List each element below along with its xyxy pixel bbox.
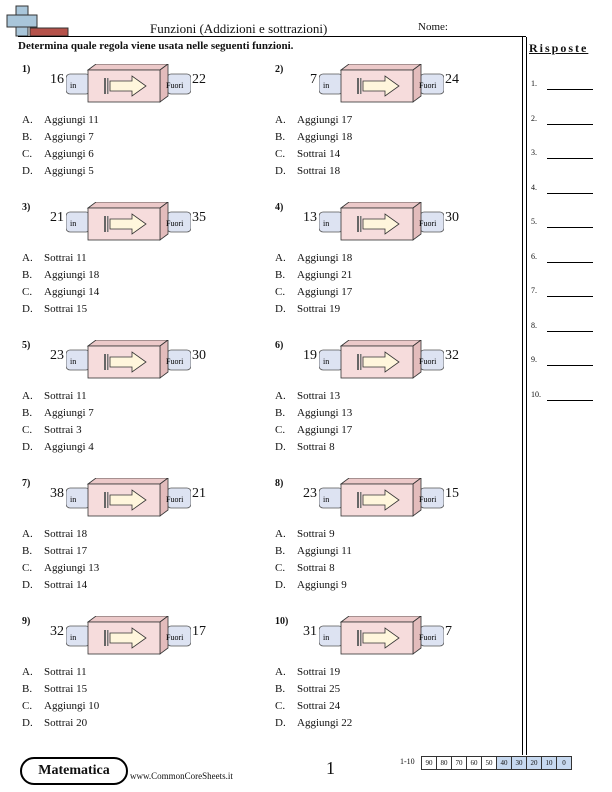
option-text: Aggiungi 5 (44, 165, 94, 177)
problem-number: 8) (275, 478, 284, 489)
machine-out-label: Fuori (419, 219, 437, 228)
function-machine-icon (319, 616, 444, 660)
machine-in-label: in (70, 495, 77, 504)
option-letter: C. (275, 562, 286, 574)
output-value: 32 (445, 348, 459, 363)
option-text: Sottrai 19 (297, 666, 341, 678)
function-machine-icon (319, 64, 444, 108)
machine-in-label: in (323, 81, 330, 90)
option-text: Sottrai 17 (44, 545, 88, 557)
option-letter: C. (275, 700, 286, 712)
machine-in-label: in (323, 357, 330, 366)
option-letter: C. (22, 562, 33, 574)
option-text: Aggiungi 10 (44, 700, 100, 712)
option-letter: C. (275, 424, 286, 436)
answer-number: 4. (531, 182, 537, 192)
problem-1 (22, 64, 262, 194)
machine-wrapper (22, 64, 192, 108)
machine-wrapper (22, 478, 192, 522)
score-table (422, 756, 572, 770)
page-number: 1 (326, 758, 335, 778)
answer-blank[interactable] (531, 286, 593, 300)
answer-line[interactable] (547, 89, 593, 90)
answer-number: 2. (531, 113, 537, 123)
output-value: 30 (445, 210, 459, 225)
problem-7 (22, 478, 262, 608)
machine-in-label: in (70, 81, 77, 90)
machine-in-label: in (323, 219, 330, 228)
problem-number: 6) (275, 340, 284, 351)
option-letter: B. (275, 407, 286, 419)
option-text: Aggiungi 9 (297, 579, 347, 591)
machine-out-label: Fuori (419, 633, 437, 642)
answers-column-divider (522, 37, 527, 755)
problem-4 (275, 202, 515, 332)
answer-blank[interactable] (531, 390, 593, 404)
output-value: 22 (192, 72, 206, 87)
option-letter: A. (275, 114, 286, 126)
option-letter: B. (22, 545, 33, 557)
option-letter: A. (275, 252, 286, 264)
option-text: Sottrai 18 (297, 165, 341, 177)
instruction-text: Determina quale regola viene usata nelle seguenti funzioni. (18, 40, 294, 52)
function-machine-icon (319, 340, 444, 384)
option-text: Sottrai 13 (297, 390, 341, 402)
answer-number: 10. (531, 389, 541, 399)
option-letter: D. (22, 717, 33, 729)
name-label: Nome: (418, 21, 448, 33)
option-text: Sottrai 19 (297, 303, 341, 315)
output-value: 24 (445, 72, 459, 87)
option-text: Aggiungi 21 (297, 269, 353, 281)
option-letter: C. (22, 286, 33, 298)
option-letter: C. (22, 424, 33, 436)
option-text: Sottrai 15 (44, 683, 88, 695)
machine-wrapper (22, 616, 192, 660)
option-letter: B. (275, 545, 286, 557)
answer-number: 7. (531, 286, 537, 295)
score-range-label: 1-10 (400, 757, 415, 766)
option-letter: D. (275, 717, 286, 729)
option-text: Sottrai 8 (297, 562, 335, 574)
problem-number: 3) (22, 202, 31, 213)
machine-out-label: Fuori (166, 633, 184, 642)
score-cell: 90 (421, 756, 437, 770)
option-letter: A. (22, 114, 33, 126)
output-value: 15 (445, 486, 459, 501)
option-text: Aggiungi 14 (44, 286, 100, 298)
answer-blank[interactable] (531, 252, 593, 266)
machine-out-label: Fuori (166, 219, 184, 228)
problem-number: 7) (22, 478, 31, 489)
function-machine-icon (66, 616, 191, 660)
output-value: 17 (192, 624, 206, 639)
answer-blank[interactable] (531, 79, 593, 93)
option-text: Sottrai 24 (297, 700, 341, 712)
option-text: Sottrai 14 (44, 579, 88, 591)
problem-3 (22, 202, 262, 332)
machine-wrapper (275, 616, 445, 660)
machine-wrapper (22, 340, 192, 384)
machine-out-label: Fuori (419, 495, 437, 504)
option-text: Sottrai 14 (297, 148, 341, 160)
option-letter: D. (275, 579, 286, 591)
score-cell: 40 (496, 756, 512, 770)
answers-title: Risposte (529, 41, 589, 55)
problem-6 (275, 340, 515, 470)
option-letter: C. (275, 148, 286, 160)
option-text: Sottrai 9 (297, 528, 335, 540)
option-text: Sottrai 25 (297, 683, 341, 695)
function-machine-icon (66, 64, 191, 108)
option-letter: C. (22, 148, 33, 160)
answer-number: 3. (531, 148, 537, 157)
answer-line[interactable] (547, 124, 593, 125)
option-text: Aggiungi 11 (44, 114, 99, 126)
problem-5 (22, 340, 262, 470)
option-text: Sottrai 11 (44, 390, 87, 402)
score-cell: 10 (541, 756, 557, 770)
input-value: 23 (50, 348, 64, 363)
machine-wrapper (275, 478, 445, 522)
option-text: Aggiungi 6 (44, 148, 94, 160)
worksheet-title: Funzioni (Addizioni e sottrazioni) (150, 21, 328, 36)
option-letter: D. (275, 441, 286, 453)
option-text: Aggiungi 18 (297, 131, 353, 143)
option-text: Aggiungi 7 (44, 131, 94, 143)
problem-number: 10) (275, 616, 289, 627)
option-text: Sottrai 8 (297, 441, 335, 453)
problem-number: 9) (22, 616, 31, 627)
answer-line[interactable] (547, 331, 593, 332)
option-text: Aggiungi 17 (297, 424, 353, 436)
answer-number: 9. (531, 355, 537, 364)
input-value: 16 (50, 72, 64, 87)
answer-blank[interactable] (531, 217, 593, 231)
machine-out-label: Fuori (419, 357, 437, 366)
option-text: Aggiungi 13 (44, 562, 100, 574)
function-machine-icon (319, 202, 444, 246)
option-letter: B. (22, 131, 33, 143)
option-text: Aggiungi 11 (297, 545, 352, 557)
answer-blank[interactable] (531, 114, 593, 128)
problem-number: 2) (275, 64, 284, 75)
answer-blank[interactable] (531, 183, 593, 197)
machine-wrapper (275, 340, 445, 384)
score-cell: 20 (526, 756, 542, 770)
machine-in-label: in (70, 357, 77, 366)
option-text: Aggiungi 22 (297, 717, 353, 729)
score-cell: 30 (511, 756, 527, 770)
output-value: 7 (445, 624, 452, 639)
option-text: Sottrai 3 (44, 424, 82, 436)
option-letter: B. (22, 683, 33, 695)
subject-badge: Matematica (20, 757, 128, 785)
option-letter: D. (22, 165, 33, 177)
machine-in-label: in (323, 495, 330, 504)
problem-10 (275, 616, 515, 746)
function-machine-icon (66, 340, 191, 384)
option-letter: A. (22, 528, 33, 540)
machine-out-label: Fuori (166, 81, 184, 90)
answer-number: 6. (531, 251, 537, 261)
answer-line[interactable] (547, 227, 593, 228)
option-letter: A. (275, 390, 286, 402)
answer-line[interactable] (547, 365, 593, 366)
option-letter: A. (22, 252, 33, 264)
answer-line[interactable] (547, 296, 593, 297)
option-letter: A. (22, 666, 33, 678)
site-url: www.CommonCoreSheets.it (130, 771, 233, 781)
machine-in-label: in (323, 633, 330, 642)
problem-number: 4) (275, 202, 284, 213)
option-text: Aggiungi 18 (44, 269, 100, 281)
machine-wrapper (275, 202, 445, 246)
header-divider (18, 36, 526, 37)
option-text: Sottrai 20 (44, 717, 88, 729)
score-cell: 0 (556, 756, 572, 770)
problem-2 (275, 64, 515, 194)
machine-in-label: in (70, 219, 77, 228)
answer-blank[interactable] (531, 355, 593, 369)
problem-number: 5) (22, 340, 31, 351)
function-machine-icon (319, 478, 444, 522)
answer-blank[interactable] (531, 321, 593, 335)
option-letter: A. (275, 666, 286, 678)
option-text: Sottrai 11 (44, 252, 87, 264)
option-letter: B. (275, 269, 286, 281)
option-letter: D. (275, 303, 286, 315)
option-text: Aggiungi 4 (44, 441, 94, 453)
output-value: 30 (192, 348, 206, 363)
option-letter: B. (275, 683, 286, 695)
answer-number: 1. (531, 79, 537, 88)
option-text: Aggiungi 18 (297, 252, 353, 264)
answer-line[interactable] (547, 193, 593, 194)
option-text: Sottrai 15 (44, 303, 88, 315)
score-cell: 50 (481, 756, 497, 770)
machine-in-label: in (70, 633, 77, 642)
option-letter: C. (22, 700, 33, 712)
input-value: 38 (50, 486, 64, 501)
problem-8 (275, 478, 515, 608)
option-letter: C. (275, 286, 286, 298)
option-letter: A. (275, 528, 286, 540)
machine-out-label: Fuori (166, 357, 184, 366)
option-letter: D. (275, 165, 286, 177)
plus-minus-logo-icon (4, 4, 70, 38)
option-text: Sottrai 18 (44, 528, 88, 540)
machine-wrapper (275, 64, 445, 108)
input-value: 23 (303, 486, 317, 501)
function-machine-icon (66, 478, 191, 522)
answer-number: 8. (531, 320, 537, 330)
output-value: 35 (192, 210, 206, 225)
option-text: Aggiungi 7 (44, 407, 94, 419)
input-value: 21 (50, 210, 64, 225)
input-value: 19 (303, 348, 317, 363)
problem-number: 1) (22, 64, 31, 75)
input-value: 7 (310, 72, 317, 87)
score-cell: 60 (466, 756, 482, 770)
option-text: Sottrai 11 (44, 666, 87, 678)
option-text: Aggiungi 17 (297, 114, 353, 126)
machine-out-label: Fuori (419, 81, 437, 90)
option-text: Aggiungi 13 (297, 407, 353, 419)
output-value: 21 (192, 486, 206, 501)
answer-number: 5. (531, 217, 537, 226)
option-letter: A. (22, 390, 33, 402)
function-machine-icon (66, 202, 191, 246)
machine-out-label: Fuori (166, 495, 184, 504)
option-letter: D. (22, 303, 33, 315)
answer-blank[interactable] (531, 148, 593, 162)
option-letter: D. (22, 579, 33, 591)
option-letter: B. (275, 131, 286, 143)
option-letter: B. (22, 407, 33, 419)
option-text: Aggiungi 17 (297, 286, 353, 298)
score-cell: 70 (451, 756, 467, 770)
input-value: 32 (50, 624, 64, 639)
option-letter: B. (22, 269, 33, 281)
option-letter: D. (22, 441, 33, 453)
score-cell: 80 (436, 756, 452, 770)
input-value: 13 (303, 210, 317, 225)
answer-line[interactable] (547, 262, 593, 263)
answer-line[interactable] (547, 400, 593, 401)
input-value: 31 (303, 624, 317, 639)
machine-wrapper (22, 202, 192, 246)
answer-line[interactable] (547, 158, 593, 159)
problem-9 (22, 616, 262, 746)
